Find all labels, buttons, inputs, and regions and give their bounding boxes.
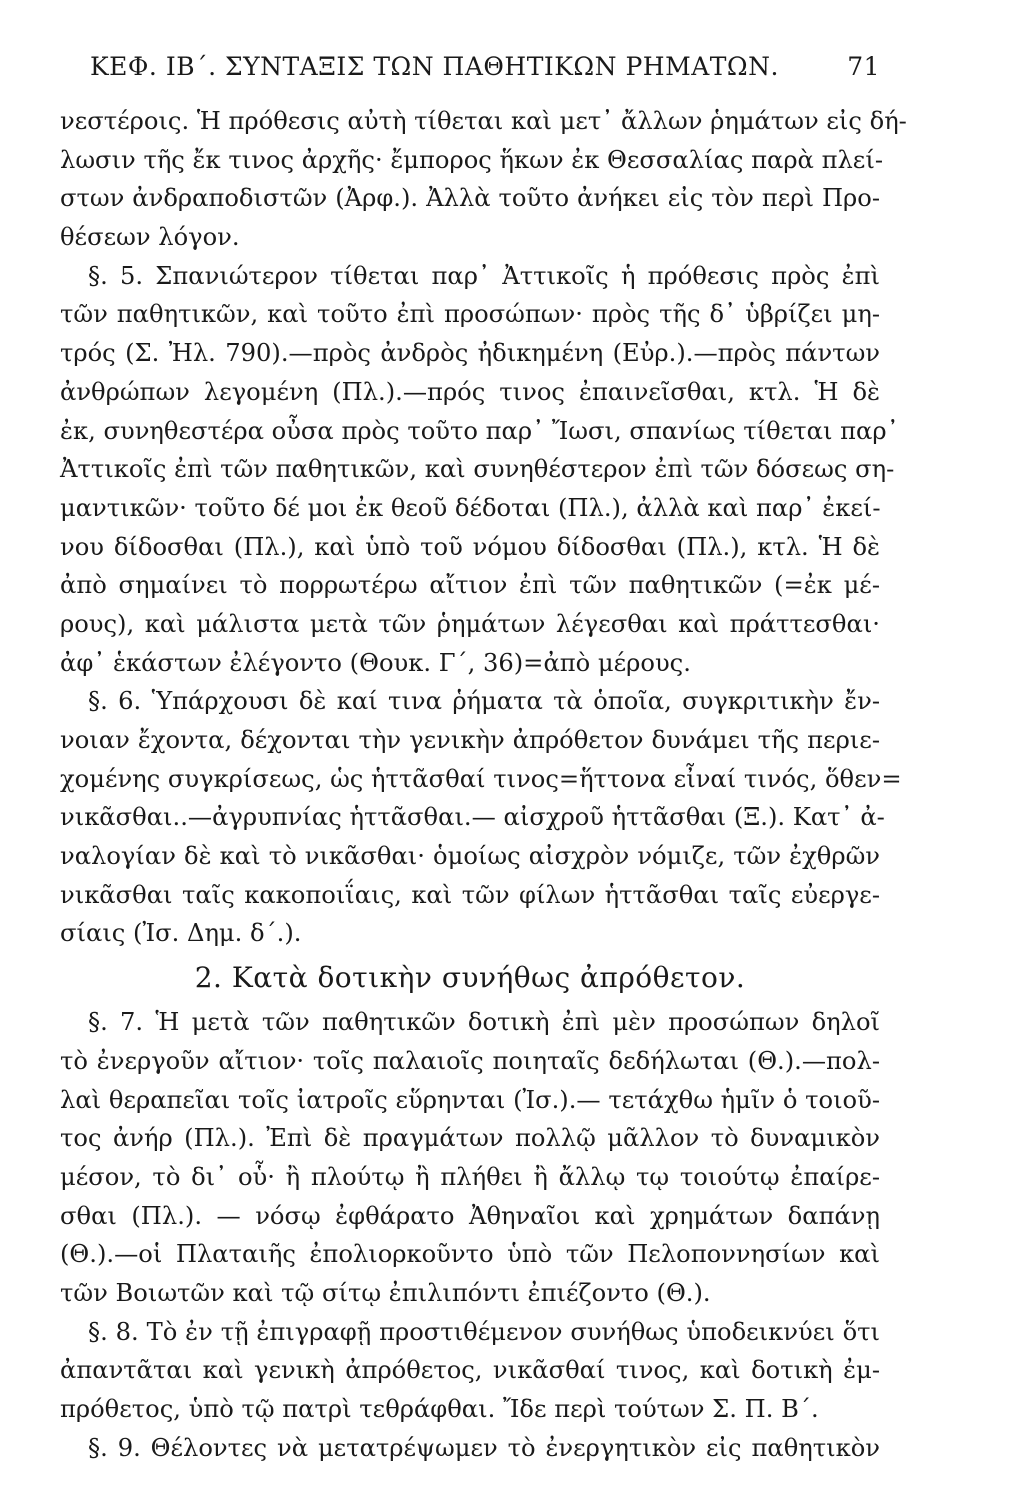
text-line: μαντικῶν· τοῦτο δέ μοι ἐκ θεοῦ δέδοται (Πλ.), ἀλλὰ καὶ παρ᾽ ἐκεί- <box>60 493 881 522</box>
text-line: νοιαν ἔχοντα, δέχονται τὴν γενικὴν ἀπρόθετον δυνάμει τῆς περιε- <box>60 726 880 754</box>
text-line: στων ἀνδραποδιστῶν (Ἀρφ.). Ἀλλὰ τοῦτο ἀνήκει εἰς τὸν περὶ Προ- <box>60 184 880 213</box>
chapter-title: ΚΕΦ. ΙΒ΄. ΣΥΝΤΑΞΙΣ ΤΩΝ ΠΑΘΗΤΙΚΩΝ ΡΗΜΑΤΩΝ. <box>90 52 779 81</box>
text-line: νεστέροις. Ἡ πρόθεσις αὐτὴ τίθεται καὶ μετ᾽ ἄλλων ῥημάτων εἰς δή- <box>60 107 907 135</box>
text-line: νου δίδοσθαι (Πλ.), καὶ ὑπὸ τοῦ νόμου δίδοσθαι (Πλ.), κτλ. Ἡ δὲ <box>60 532 880 561</box>
text-line: νικᾶσθαι ταῖς κακοποιΐαις, καὶ τῶν φίλων ἡττᾶσθαι ταῖς εὐεργε- <box>60 880 880 909</box>
text-line: ἀπὸ σημαίνει τὸ πορρωτέρω αἴτιον ἐπὶ τῶν παθητικῶν (=ἐκ μέ- <box>60 571 880 600</box>
text-line: ναλογίαν δὲ καὶ τὸ νικᾶσθαι· ὁμοίως αἰσχρὸν νόμιζε, τῶν ἐχθρῶν <box>60 842 880 871</box>
text-line: πρόθετος, ὑπὸ τῷ πατρὶ τεθράφθαι. Ἴδε περὶ τούτων Σ. Π. Β΄. <box>60 1395 819 1423</box>
text-line: χομένης συγκρίσεως, ὡς ἡττᾶσθαί τινος=ἥττονα εἶναί τινός, ὅθεν= <box>60 764 902 793</box>
text-line: τὸ ἐνεργοῦν αἴτιον· τοῖς παλαιοῖς ποιηταῖς δεδήλωται (Θ.).—πολ- <box>60 1046 880 1075</box>
text-line: (Θ.).—οἱ Πλαταιῆς ἐπολιορκοῦντο ὑπὸ τῶν Πελοποννησίων καὶ <box>60 1240 880 1269</box>
text-line: ρους), καὶ μάλιστα μετὰ τῶν ῥημάτων λέγεσθαι καὶ πράττεσθαι· <box>60 609 880 638</box>
running-header <box>60 52 880 102</box>
paragraph-7-start: §. 7. Ἡ μετὰ τῶν παθητικῶν δοτικὴ ἐπὶ μὲν προσώπων δηλοῖ <box>88 1008 880 1037</box>
text-line: λωσιν τῆς ἔκ τινος ἀρχῆς· ἔμπορος ἥκων ἐκ Θεσσαλίας παρὰ πλεί- <box>60 145 883 174</box>
text-line: σίαις (Ἰσ. Δημ. δ΄.). <box>60 919 302 948</box>
text-line: νικᾶσθαι..—ἀγρυπνίας ἡττᾶσθαι.— αἰσχροῦ ἡττᾶσθαι (Ξ.). Κατ᾽ ἀ- <box>60 803 885 832</box>
text-line: ἀνθρώπων λεγομένη (Πλ.).—πρός τινος ἐπαινεῖσθαι, κτλ. Ἡ δὲ <box>60 377 880 406</box>
text-line: σθαι (Πλ.). — νόσῳ ἐφθάρατο Ἀθηναῖοι καὶ χρημάτων δαπάνῃ <box>60 1201 880 1230</box>
text-block-1 <box>60 102 907 953</box>
text-line: τος ἀνήρ (Πλ.). Ἐπὶ δὲ πραγμάτων πολλῷ μᾶλλον τὸ δυναμικὸν <box>60 1124 880 1153</box>
text-line: μέσον, τὸ δι᾽ οὗ· ἢ πλούτῳ ἢ πλήθει ἢ ἄλλῳ τῳ τοιούτῳ ἐπαίρε- <box>60 1162 880 1191</box>
text-line: λαὶ θεραπεῖαι τοῖς ἰατροῖς εὕρηνται (Ἰσ.).— τετάχθω ἡμῖν ὁ τοιοῦ- <box>60 1085 880 1114</box>
text-block-2 <box>60 1003 880 1467</box>
text-line: θέσεων λόγον. <box>60 223 240 252</box>
text-line: τῶν παθητικῶν, καὶ τοῦτο ἐπὶ προσώπων· πρὸς τῆς δ᾽ ὑβρίζει μη- <box>60 300 880 329</box>
paragraph-8-start: §. 8. Τὸ ἐν τῇ ἐπιγραφῇ προστιθέμενον συνήθως ὑποδεικνύει ὅτι <box>88 1317 880 1346</box>
page-number: 71 <box>847 52 880 81</box>
section-heading: 2. Κατὰ δοτικὴν συνήθως ἀπρόθετον. <box>194 961 746 995</box>
text-line: ἀφ᾽ ἑκάστων ἐλέγοντο (Θουκ. Γ΄, 36)=ἀπὸ μέρους. <box>60 648 691 677</box>
paragraph-5-start: §. 5. Σπανιώτερον τίθεται παρ᾽ Ἀττικοῖς ἡ πρόθεσις πρὸς ἐπὶ <box>88 261 880 290</box>
text-line: ἀπαντᾶται καὶ γενικὴ ἀπρόθετος, νικᾶσθαί τινος, καὶ δοτικὴ ἐμ- <box>60 1356 880 1385</box>
text-line: τρός (Σ. Ἠλ. 790).—πρὸς ἀνδρὸς ἠδικημένη (Εὐρ.).—πρὸς πάντων <box>60 339 880 368</box>
book-page <box>60 52 907 1467</box>
text-line: Ἀττικοῖς ἐπὶ τῶν παθητικῶν, καὶ συνηθέστερον ἐπὶ τῶν δόσεως ση- <box>60 455 895 484</box>
text-line: ἐκ, συνηθεστέρα οὖσα πρὸς τοῦτο παρ᾽ Ἴωσι, σπανίως τίθεται παρ᾽ <box>60 416 899 445</box>
text-line: τῶν Βοιωτῶν καὶ τῷ σίτῳ ἐπιλιπόντι ἐπιέζοντο (Θ.). <box>60 1278 711 1307</box>
paragraph-9-start: §. 9. Θέλοντες νὰ μετατρέψωμεν τὸ ἐνεργητικὸν εἰς παθητικὸν <box>88 1433 880 1462</box>
paragraph-6-start: §. 6. Ὑπάρχουσι δὲ καί τινα ῥήματα τὰ ὁποῖα, συγκριτικὴν ἔν- <box>88 687 880 716</box>
